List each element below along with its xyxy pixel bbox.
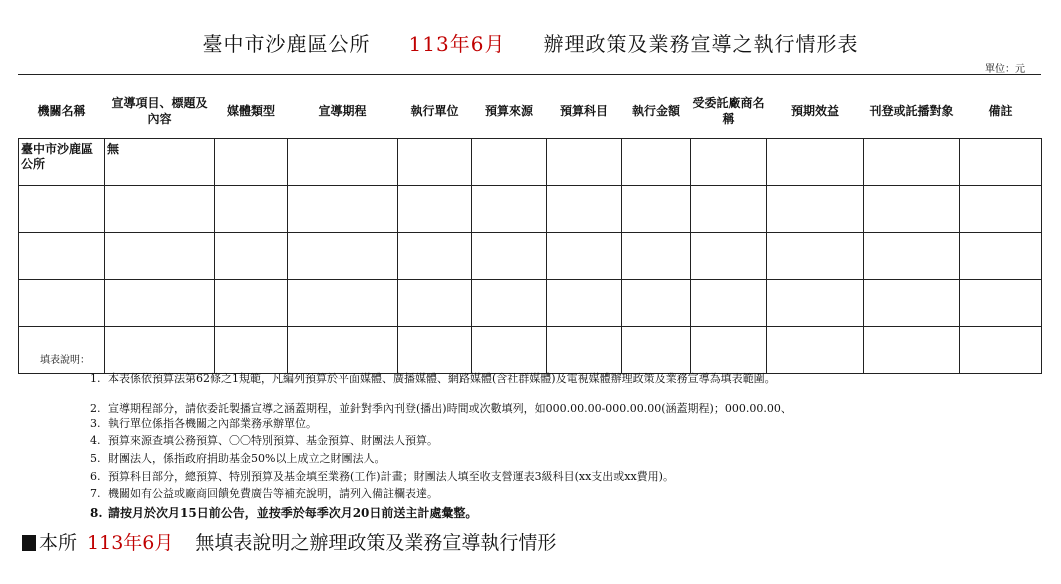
table-cell: [19, 327, 105, 374]
header-cell: 宣導項目、標題及內容: [111, 96, 208, 126]
table-cell: [215, 233, 288, 280]
table-row: [19, 139, 1042, 186]
note-item: [90, 417, 317, 431]
table-cell: [960, 139, 1042, 186]
header-cell: 刊登或託播對象: [869, 104, 954, 118]
header-cell: 執行金額: [631, 104, 680, 118]
table-cell: [398, 139, 472, 186]
title-name: 辦理政策及業務宣導之執行情形表: [543, 32, 859, 56]
note-text: 預算來源查填公務預算、〇〇特別預算、基金預算、財團法人預算。: [108, 434, 438, 447]
note-item: [90, 372, 776, 386]
table-cell: [547, 280, 622, 327]
footer-statement: [22, 528, 556, 555]
table-cell: [691, 327, 767, 374]
table-cell: [215, 327, 288, 374]
table-cell: [767, 280, 864, 327]
table-row: [19, 186, 1042, 233]
table-row: [19, 327, 1042, 374]
execution-table: [18, 84, 1042, 374]
table-cell: [105, 233, 215, 280]
table-row: [19, 233, 1042, 280]
table-cell: [288, 233, 398, 280]
table-cell: [19, 186, 105, 233]
table-cell: [767, 233, 864, 280]
table-cell: [547, 139, 622, 186]
table-cell: [960, 280, 1042, 327]
unit-label: 單位：元: [985, 64, 1025, 75]
table-cell: [398, 186, 472, 233]
note-number: 1.: [90, 372, 101, 385]
table-cell: [864, 327, 960, 374]
note-text: 請按月於次月15日前公告，並按季於每季次月20日前送主計處彙整。: [108, 506, 478, 520]
table-cell: [472, 327, 547, 374]
header-cell: 預算科目: [559, 104, 608, 118]
note-number: 3.: [90, 417, 101, 430]
note-text: 預算科目部分，總預算、特別預算及基金填至業務(工作)計畫；財團法人填至收支營運表3級科目(xx支出或xx費用)。: [108, 470, 674, 483]
footer-period: 113年6月: [87, 532, 174, 554]
table-cell: [547, 186, 622, 233]
table-cell: [472, 233, 547, 280]
table-cell: [960, 327, 1042, 374]
table-cell: [472, 186, 547, 233]
table-cell: [864, 186, 960, 233]
notes-title: 填表說明：: [40, 355, 90, 366]
table-header-row: [19, 84, 1042, 139]
header-cell: 宣導期程: [318, 104, 367, 118]
table-cell: [215, 280, 288, 327]
note-text: 本表係依預算法第62條之1規範，凡編列預算於平面媒體、廣播媒體、網路媒體(含社群媒體)及電視媒體辦理政策及業務宣導為填表範圍。: [108, 372, 776, 385]
table-cell: [105, 186, 215, 233]
table-cell: [472, 280, 547, 327]
note-item: [90, 470, 674, 484]
table-cell: [288, 280, 398, 327]
table-cell: [19, 233, 105, 280]
header-cell: 預算來源: [484, 104, 533, 118]
table-cell: [864, 280, 960, 327]
note-number: 8.: [90, 506, 103, 520]
table-cell: [288, 327, 398, 374]
table-cell: 無: [105, 139, 215, 186]
table-cell: [19, 280, 105, 327]
table-cell: [767, 186, 864, 233]
table-cell: [105, 280, 215, 327]
note-number: 4.: [90, 434, 101, 447]
note-text: 宣導期程部分，請依委託製播宣導之涵蓋期程，並針對季內刊登(播出)時間或次數填列，如000.00.00-000.00.00(涵蓋期程)；000.00.00、: [108, 402, 792, 415]
header-cell: 機關名稱: [37, 104, 86, 118]
table-cell: [691, 280, 767, 327]
table-cell: [767, 327, 864, 374]
table-cell: [960, 186, 1042, 233]
note-text: 執行單位係指各機關之內部業務承辦單位。: [108, 417, 317, 430]
table-body: [19, 139, 1042, 374]
header-cell: 媒體類型: [226, 104, 275, 118]
table-cell: 臺中市沙鹿區公所: [19, 139, 105, 186]
table-cell: [691, 186, 767, 233]
note-item: [90, 452, 385, 466]
note-item: [90, 434, 438, 448]
table-cell: [398, 327, 472, 374]
table-cell: [288, 186, 398, 233]
note-number: 6.: [90, 470, 101, 483]
header-cell: 受委託廠商名稱: [692, 96, 765, 126]
table-cell: [691, 233, 767, 280]
footer-prefix: 本所: [39, 532, 78, 554]
table-cell: [398, 280, 472, 327]
black-square-icon: [22, 535, 36, 551]
header-cell: 預期效益: [790, 104, 839, 118]
table-cell: [864, 139, 960, 186]
title-period: 113年6月: [408, 32, 506, 56]
table-cell: [622, 280, 691, 327]
table-cell: [691, 139, 767, 186]
header-cell: 備註: [988, 104, 1013, 118]
note-number: 2.: [90, 402, 101, 415]
title-org: 臺中市沙鹿區公所: [202, 32, 371, 56]
note-item: [90, 506, 477, 520]
footer-text: 無填表說明之辦理政策及業務宣導執行情形: [195, 532, 557, 554]
table-cell: [622, 139, 691, 186]
table-cell: [547, 327, 622, 374]
note-text: 財團法人，係指政府捐助基金50%以上成立之財團法人。: [108, 452, 386, 465]
note-text: 機關如有公益或廠商回饋免費廣告等補充說明，請列入備註欄表達。: [108, 487, 438, 500]
table-cell: [547, 233, 622, 280]
table-cell: [864, 233, 960, 280]
note-item: [90, 487, 438, 501]
table-cell: [622, 327, 691, 374]
header-cell: 執行單位: [410, 104, 459, 118]
table-cell: [215, 139, 288, 186]
title-divider: [18, 74, 1041, 75]
table-cell: [398, 233, 472, 280]
table-cell: [622, 233, 691, 280]
table-cell: [960, 233, 1042, 280]
page-title: [0, 28, 1061, 57]
table-cell: [472, 139, 547, 186]
table-cell: [767, 139, 864, 186]
note-item: [90, 402, 792, 416]
table-cell: [288, 139, 398, 186]
table-cell: [105, 327, 215, 374]
note-number: 7.: [90, 487, 101, 500]
table-cell: [622, 186, 691, 233]
note-number: 5.: [90, 452, 101, 465]
table-cell: [215, 186, 288, 233]
table-row: [19, 280, 1042, 327]
